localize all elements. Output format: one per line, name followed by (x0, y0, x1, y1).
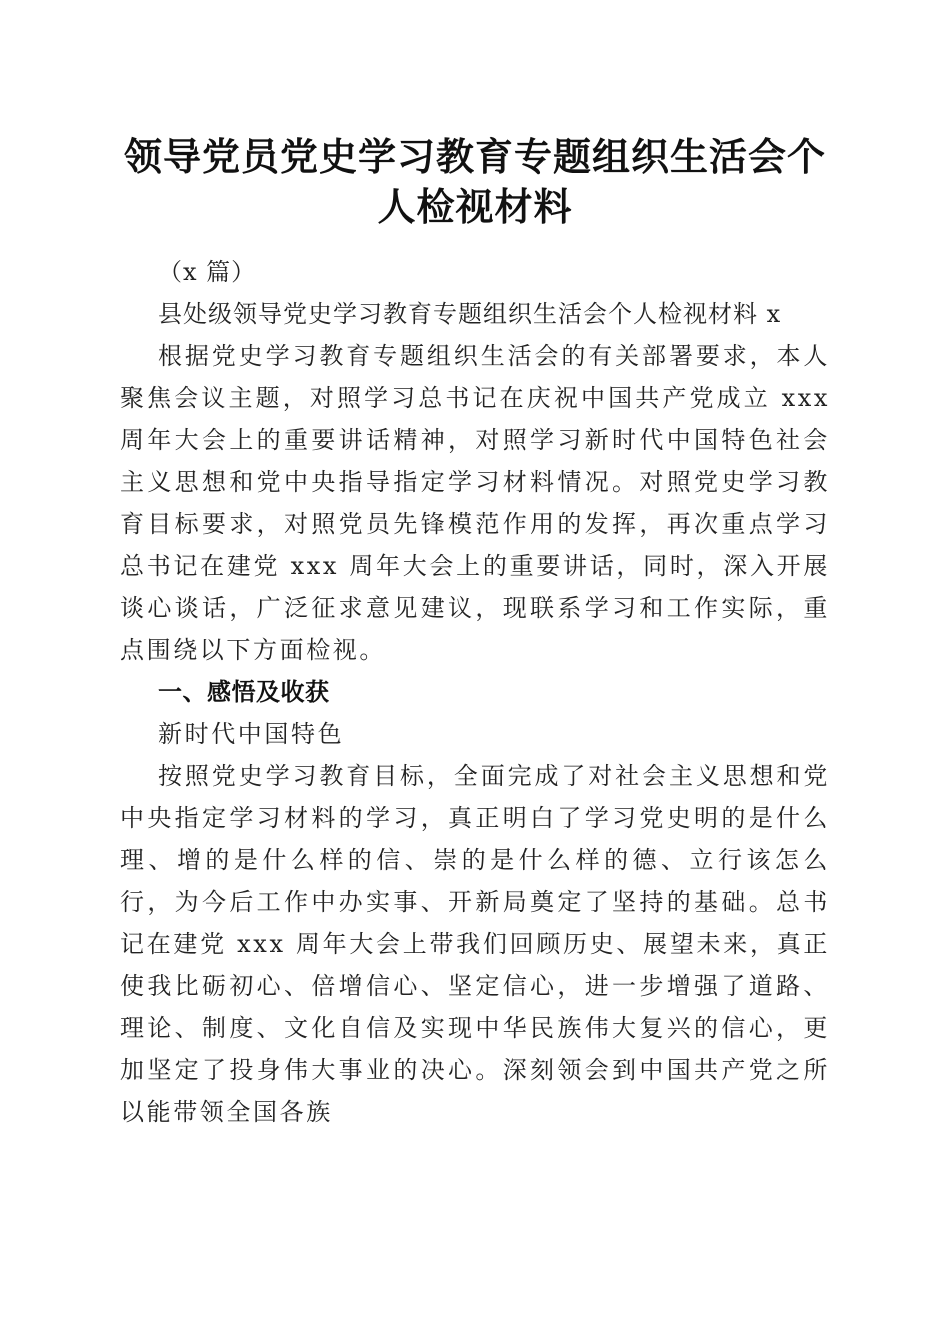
intro-paragraph: 根据党史学习教育专题组织生活会的有关部署要求，本人聚焦会议主题，对照学习总书记在庆祝中国共产党成立 xxx 周年大会上的重要讲话精神，对照学习新时代中国特色社会主义思想和党中央指导指定学习材料情况。对照党史学习教育目标要求，对照党员先锋模范作用的发挥，再次重点学习总书记在建党 xxx 周年大会上的重要讲话，同时，深入开展谈心谈话，广泛征求意见建议，现联系学习和工作实际，重点围绕以下方面检视。 (120, 342, 830, 664)
document-body (120, 251, 830, 1133)
sub-line: 新时代中国特色 (158, 720, 345, 748)
part-label: （x 篇） (158, 258, 257, 286)
body-paragraph: 按照党史学习教育目标，全面完成了对社会主义思想和党中央指定学习材料的学习，真正明白了学习党史明的是什么理、增的是什么样的信、崇的是什么样的德、立行该怎么行，为今后工作中办实事、开新局奠定了坚持的基础。总书记在建党 xxx 周年大会上带我们回顾历史、展望未来，真正使我比砺初心、倍增信心、坚定信心，进一步增强了道路、理论、制度、文化自信及实现中华民族伟大复兴的信心，更加坚定了投身伟大事业的决心。深刻领会到中国共产党之所以能带领全国各族 (120, 762, 830, 1126)
subtitle-line: 县处级领导党史学习教育专题组织生活会个人检视材料 x (158, 300, 782, 328)
document-title: 领导党员党史学习教育专题组织生活会个人检视材料 (123, 134, 826, 229)
section-heading: 一、感悟及收获 (158, 678, 330, 706)
